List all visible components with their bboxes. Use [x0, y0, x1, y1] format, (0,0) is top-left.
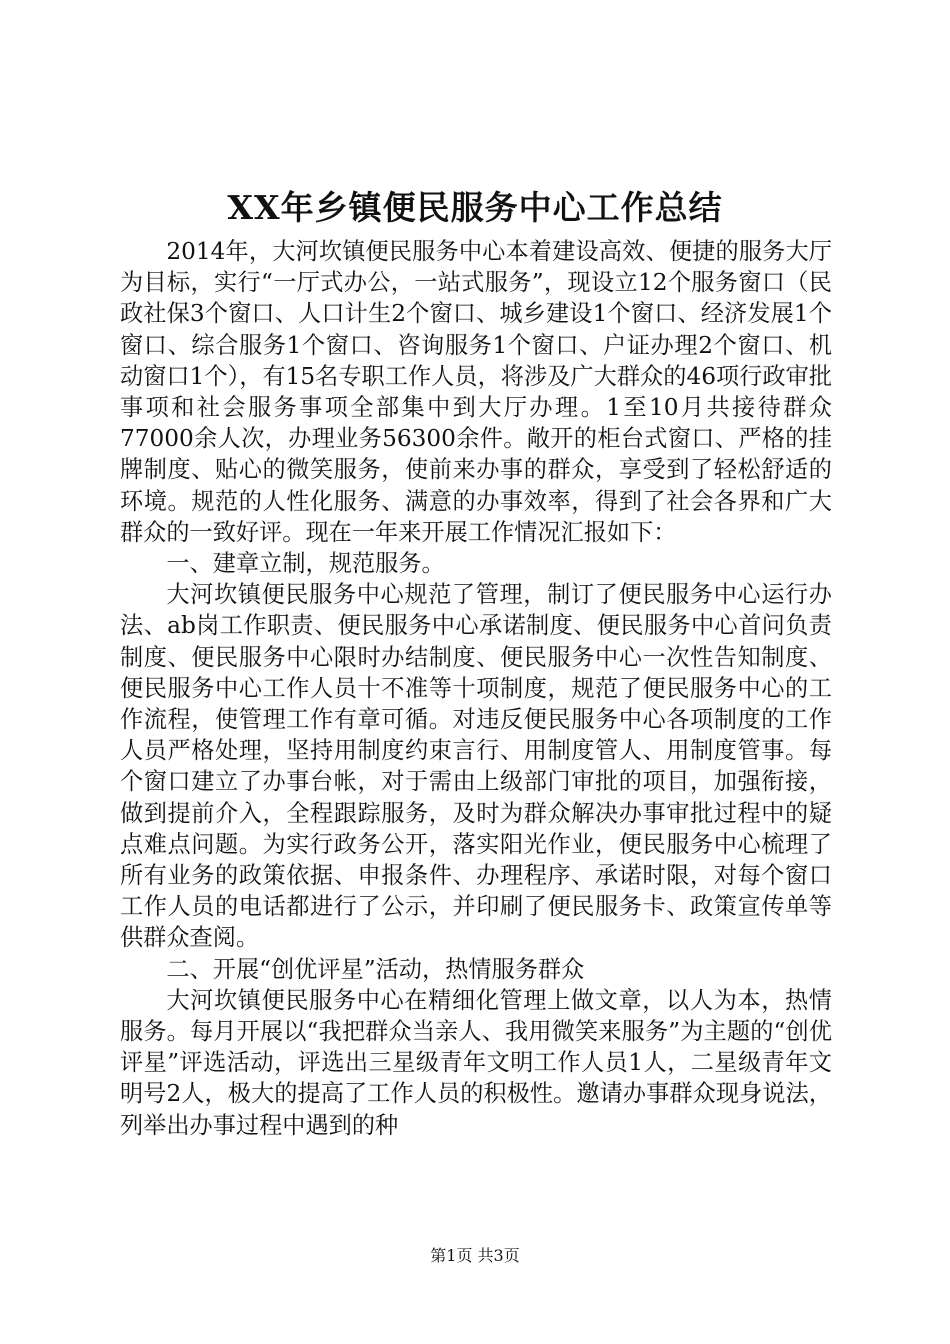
- document-body: [120, 236, 832, 1141]
- page-footer: 第1页 共3页: [430, 1246, 520, 1265]
- section-1-paragraph: 大河坎镇便民服务中心规范了管理，制订了便民服务中心运行办法、ab岗工作职责、便民服务中心承诺制度、便民服务中心首问负责制度、便民服务中心限时办结制度、便民服务中心一次性告知制度、便民服务中心工作人员十不准等十项制度，规范了便民服务中心的工作流程，使管理工作有章可循。对违反便民服务中心各项制度的工作人员严格处理，坚持用制度约束言行、用制度管人、用制度管事。每个窗口建立了办事台帐，对于需由上级部门审批的项目，加强衔接，做到提前介入，全程跟踪服务，及时为群众解决办事审批过程中的疑点难点问题。为实行政务公开，落实阳光作业，便民服务中心梳理了所有业务的政策依据、申报条件、办理程序、承诺时限，对每个窗口工作人员的电话都进行了公示，并印刷了便民服务卡、政策宣传单等供群众查阅。: [120, 581, 832, 952]
- section-2-paragraph: 大河坎镇便民服务中心在精细化管理上做文章，以人为本，热情服务。每月开展以“我把群众当亲人、我用微笑来服务”为主题的“创优评星”评选活动，评选出三星级青年文明工作人员1人，二星级青年文明号2人，极大的提高了工作人员的积极性。邀请办事群众现身说法，列举出办事过程中遇到的种: [120, 986, 832, 1139]
- intro-paragraph: 2014年，大河坎镇便民服务中心本着建设高效、便捷的服务大厅为目标，实行“一厅式办公，一站式服务”，现设立12个服务窗口（民政社保3个窗口、人口计生2个窗口、城乡建设1个窗口、经济发展1个窗口、综合服务1个窗口、咨询服务1个窗口、户证办理2个窗口、机动窗口1个），有15名专职工作人员，将涉及广大群众的46项行政审批事项和社会服务事项全部集中到大厅办理。1至10月共接待群众77000余人次，办理业务56300余件。敞开的柜台式窗口、严格的挂牌制度、贴心的微笑服务，使前来办事的群众，享受到了轻松舒适的环境。规范的人性化服务、满意的办事效率，得到了社会各界和广大群众的一致好评。现在一年来开展工作情况汇报如下：: [120, 238, 832, 546]
- document-title: XX年乡镇便民服务中心工作总结: [227, 188, 723, 227]
- section-heading-1: 一、建章立制，规范服务。: [166, 550, 445, 578]
- section-heading-2: 二、开展“创优评星”活动，热情服务群众: [166, 955, 585, 983]
